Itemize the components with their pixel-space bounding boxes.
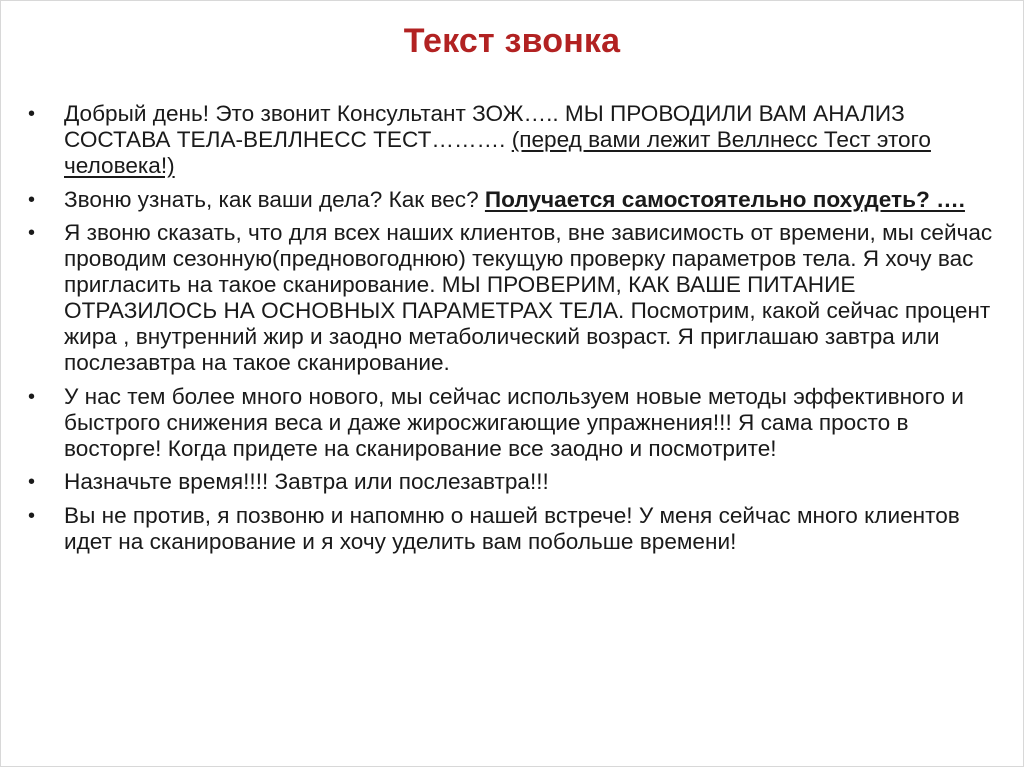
list-item (28, 384, 1000, 462)
item-text: Я звоню сказать, что для всех наших клиентов, вне зависимость от времени, мы сейчас проводим сезонную(предновогоднюю) текущую проверку параметров тела. Я хочу вас пригласить на такое сканирование. МЫ ПРОВЕРИМ, КАК ВАШЕ ПИТАНИЕ ОТРАЗИЛОСЬ НА ОСНОВНЫХ ПАРАМЕТРАХ ТЕЛА. Посмотрим, какой сейчас процент жира , внутренний жир и заодно метаболический возраст. Я приглашаю завтра или послезавтра на такое сканирование. (64, 220, 993, 375)
item-text: Назначьте время!!!! Завтра или послезавтра!!! (64, 469, 549, 494)
item-text: Звоню узнать, как ваши дела? Как вес? (64, 186, 485, 212)
bullet-icon: • (28, 471, 36, 493)
bullet-icon: • (28, 504, 36, 527)
slide-title: Текст звонка (403, 22, 621, 60)
bullet-icon: • (28, 188, 36, 211)
bullet-list (28, 101, 1000, 562)
item-text: У нас тем более много нового, мы сейчас используем новые методы эффективного и быстрого снижения веса и даже жиросжигающие упражнения!!! Я сама просто в восторге! Когда придете на сканирование все заодно и посмотрите! (64, 383, 964, 461)
list-item (28, 101, 1000, 179)
list-item (28, 503, 1000, 555)
bullet-icon: • (28, 385, 36, 408)
item-underlined-text: (перед вами лежит Веллнесс Тест этого человека!) (64, 127, 931, 178)
list-item (28, 220, 1000, 376)
list-item (28, 187, 1000, 213)
item-text: Добрый день! Это звонит Консультант ЗОЖ….. МЫ ПРОВОДИЛИ ВАМ АНАЛИЗ СОСТАВА ТЕЛА-ВЕЛЛНЕСС ТЕСТ………. (64, 101, 905, 152)
bullet-icon: • (28, 103, 36, 125)
item-emphasis-text: Получается самостоятельно похудеть? …. (484, 186, 965, 212)
list-item (28, 469, 1000, 495)
bullet-icon: • (28, 222, 36, 244)
item-text: Вы не против, я позвоню и напомню о нашей встрече! У меня сейчас много клиентов идет на сканирование и я хочу уделить вам побольше времени! (64, 502, 960, 554)
